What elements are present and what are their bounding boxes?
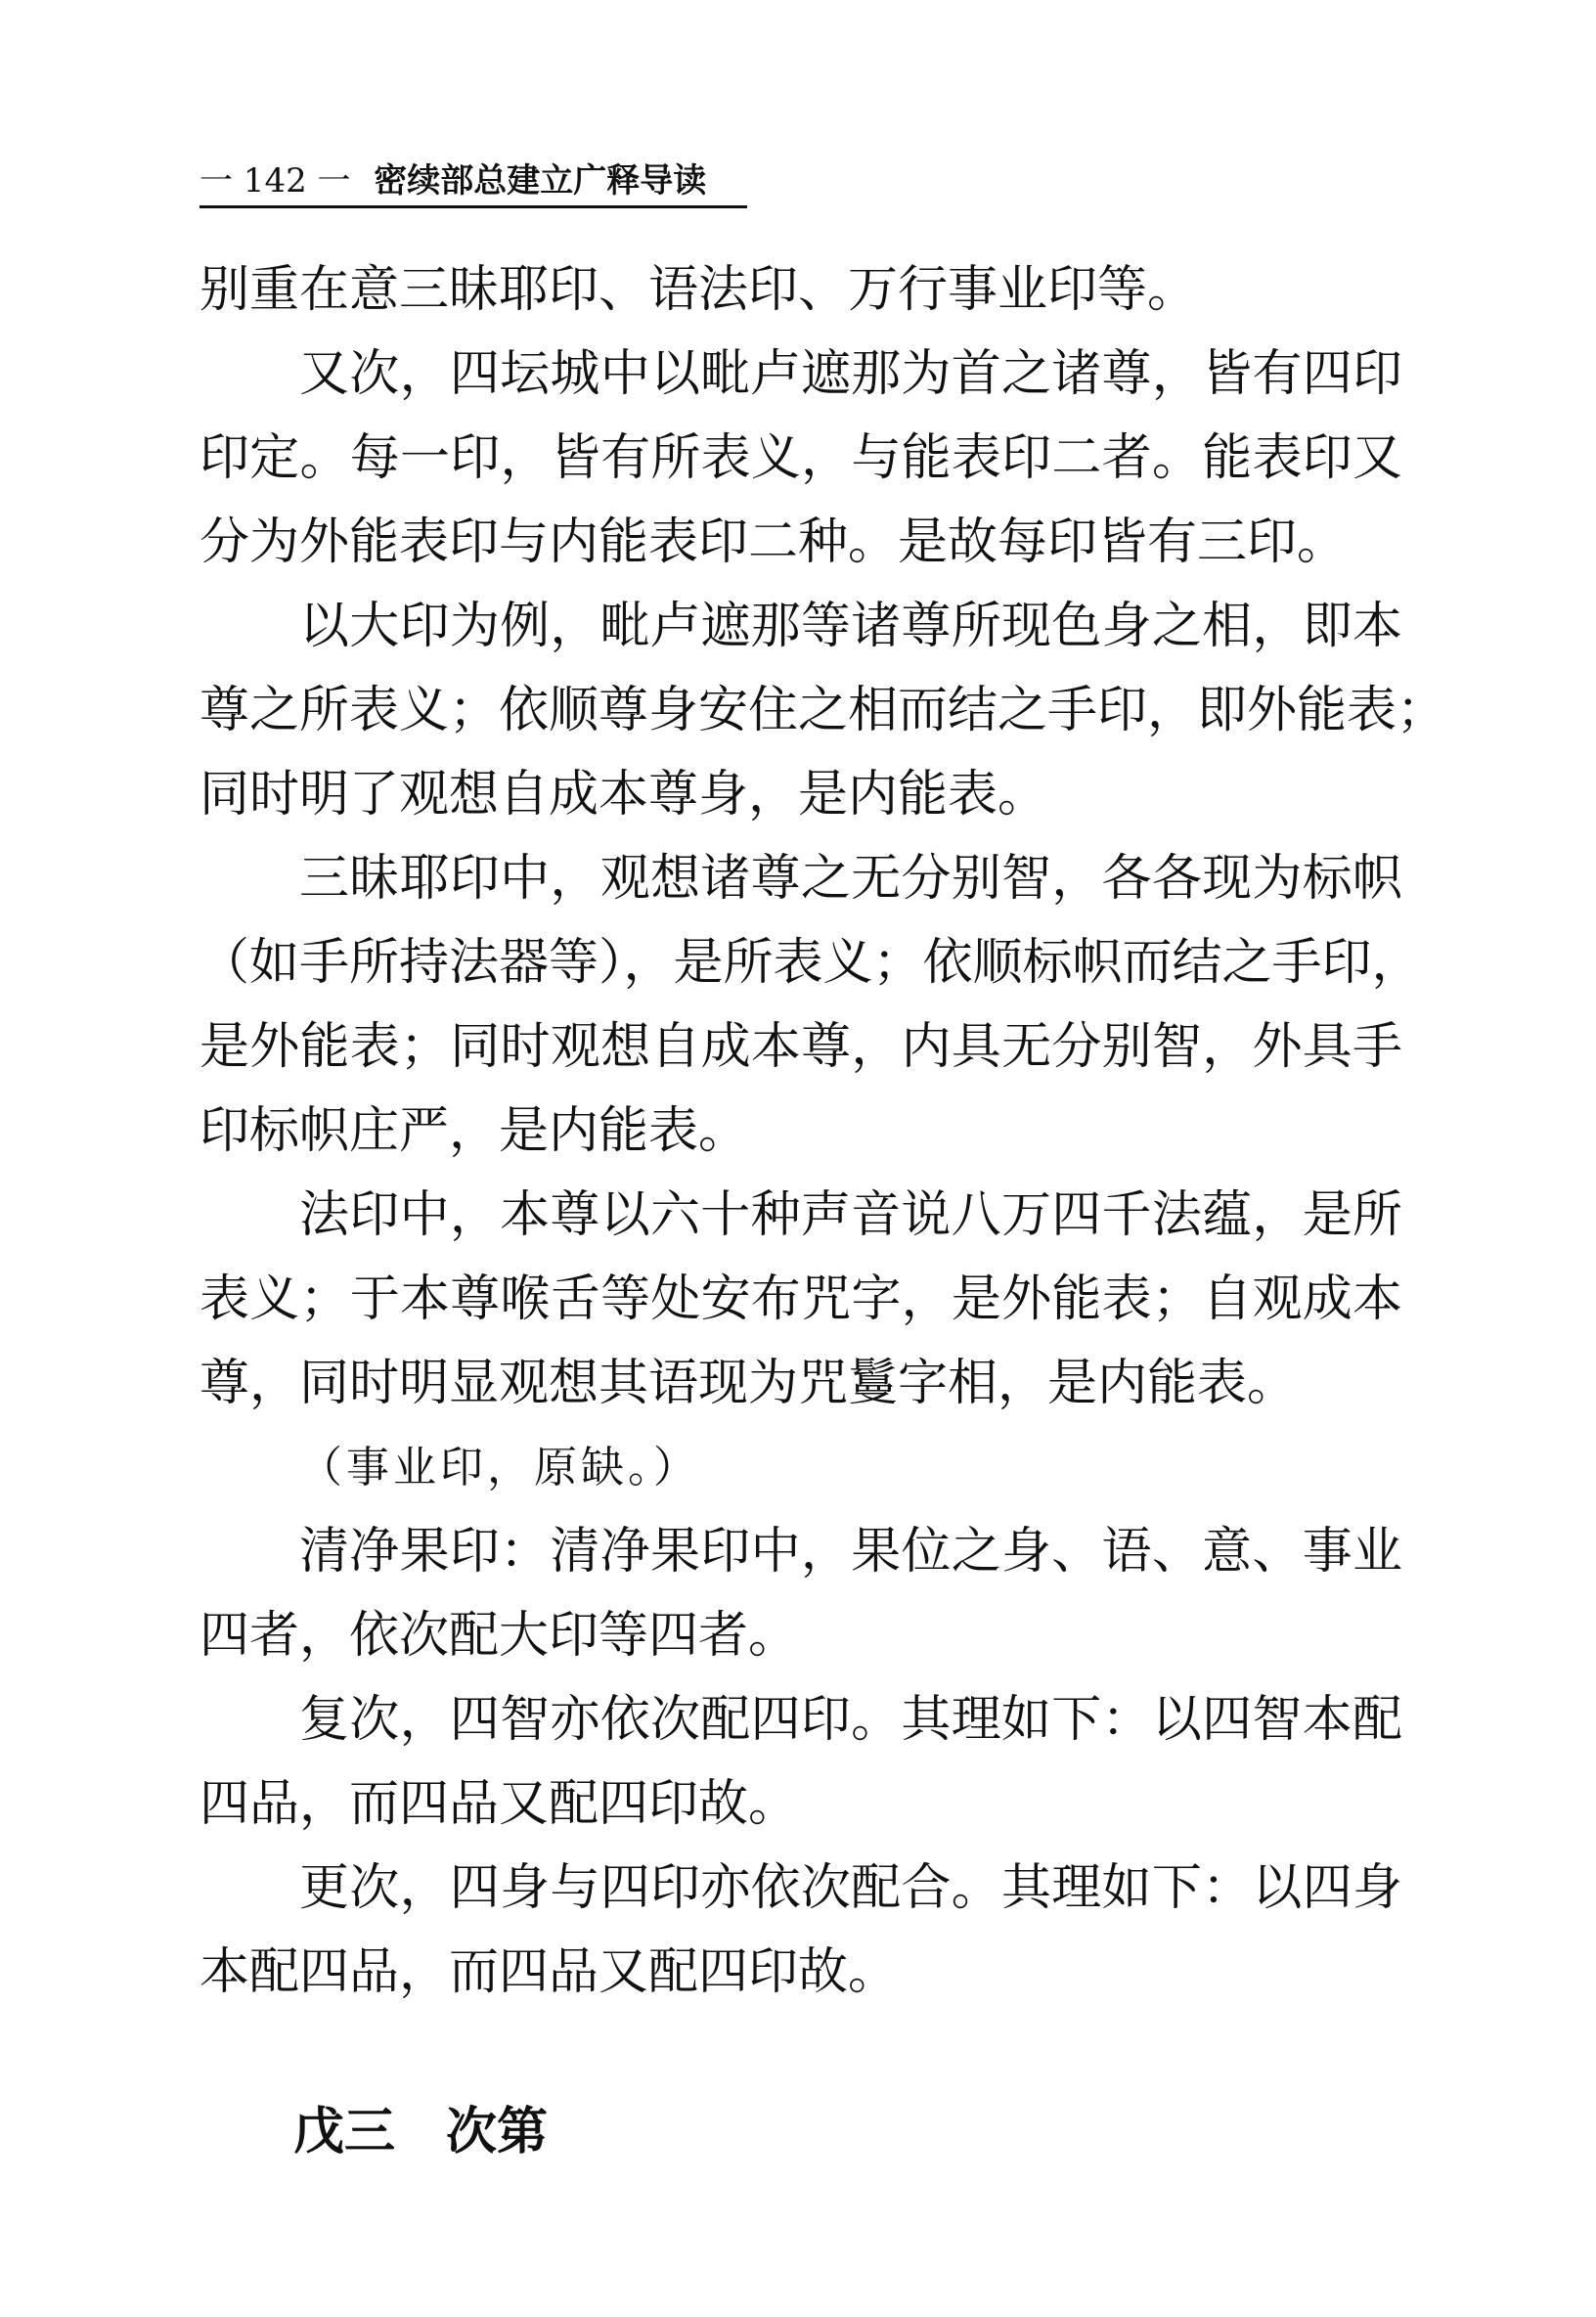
- header-rule: [200, 205, 747, 208]
- text-line: 尊，同时明显观想其语现为咒鬘字相，是内能表。: [200, 1355, 1298, 1412]
- text-line: 又次，四坛城中以毗卢遮那为首之诸尊，皆有四印: [299, 345, 1402, 403]
- text-line: 更次，四身与四印亦依次配合。其理如下：以四身: [299, 1859, 1402, 1917]
- section-heading: [293, 2093, 548, 2171]
- text-line: 别重在意三昧耶印、语法印、万行事业印等。: [200, 261, 1198, 319]
- running-head: [200, 156, 747, 205]
- page-number: 一 142 一: [200, 161, 351, 201]
- text-line: 法印中，本尊以六十种声音说八万四千法蕴，是所: [299, 1186, 1402, 1244]
- text-line: 印标帜庄严，是内能表。: [200, 1102, 749, 1160]
- text-line: 本配四品，而四品又配四印故。: [200, 1943, 899, 2001]
- text-line: 同时明了观想自成本尊身，是内能表。: [200, 766, 1048, 824]
- text-line: 表义；于本尊喉舌等处安布咒字，是外能表；自观成本: [200, 1270, 1402, 1328]
- text-line: 三昧耶印中，观想诸尊之无分别智，各各现为标帜: [299, 850, 1402, 908]
- text-line: 分为外能表印与内能表印二种。是故每印皆有三印。: [200, 513, 1348, 571]
- text-line: 清净果印：清净果印中，果位之身、语、意、事业: [299, 1523, 1402, 1581]
- text-line: 四品，而四品又配四印故。: [200, 1775, 799, 1833]
- note-line: （事业印，原缺。）: [299, 1443, 700, 1493]
- text-line: 四者，依次配大印等四者。: [200, 1607, 799, 1665]
- text-line: 印定。每一印，皆有所表义，与能表印二者。能表印又: [200, 429, 1402, 487]
- body-text: [200, 248, 1447, 2015]
- section-number: 戊三: [293, 2103, 396, 2161]
- text-line: （如手所持法器等），是所表义；依顺标帜而结之手印，: [200, 934, 1422, 992]
- text-line: 是外能表；同时观想自成本尊，内具无分别智，外具手: [200, 1018, 1402, 1076]
- section-title: 次第: [446, 2103, 549, 2161]
- text-line: 尊之所表义；依顺尊身安住之相而结之手印，即外能表；: [200, 682, 1447, 739]
- book-title: 密续部总建立广释导读: [374, 161, 707, 201]
- text-line: 以大印为例，毗卢遮那等诸尊所现色身之相，即本: [299, 598, 1402, 655]
- text-line: 复次，四智亦依次配四印。其理如下：以四智本配: [299, 1691, 1402, 1749]
